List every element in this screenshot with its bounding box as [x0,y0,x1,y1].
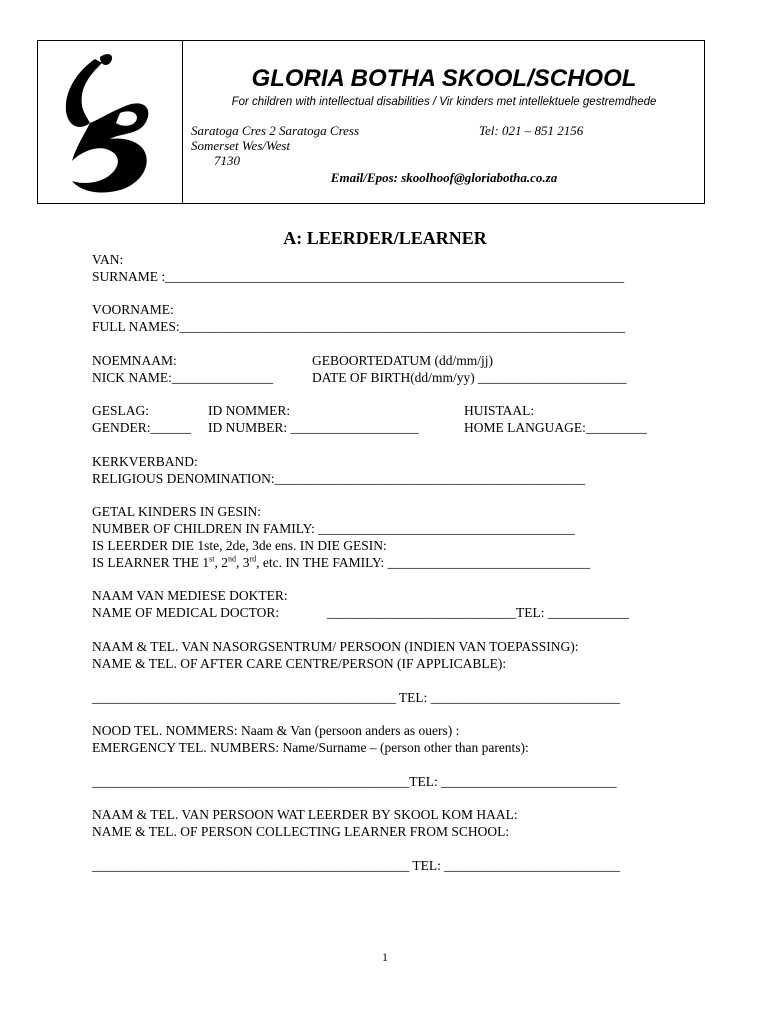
full-names-field[interactable]: FULL NAMES:__________________________________________________________________ [92,319,626,334]
after-care-field[interactable]: _____________________________________________ TEL: ____________________________ [92,690,620,705]
birth-order-prefix: IS LEARNER THE 1 [92,555,210,570]
label-geslag: GESLAG: [92,403,149,418]
medical-doctor-field[interactable]: ____________________________TEL: ____________ [327,605,629,620]
date-of-birth-field[interactable]: DATE OF BIRTH(dd/mm/yy) ______________________ [312,370,627,385]
school-name: GLORIA BOTHA SKOOL/SCHOOL [251,65,637,92]
nick-name-field[interactable]: NICK NAME:_______________ [92,370,274,385]
sup-nd: nd [227,554,236,564]
label-geboortedatum: GEBOORTEDATUM (dd/mm/jj) [312,353,494,368]
home-language-field[interactable]: HOME LANGUAGE:_________ [464,420,647,435]
label-noemnaam: NOEMNAAM: [92,353,177,368]
label-van: VAN: [92,252,124,267]
birth-order-field[interactable] [92,554,590,571]
label-naam-mediese-dokter: NAAM VAN MEDIESE DOKTER: [92,588,288,603]
label-kerkverband: KERKVERBAND: [92,454,198,469]
birth-order-sep-2: , 3 [235,555,250,570]
label-naam-persoon-haal: NAAM & TEL. VAN PERSOON WAT LEERDER BY SKOOL KOM HAAL: [92,807,518,822]
label-emergency-tel: EMERGENCY TEL. NUMBERS: Name/Surname – (person other than parents): [92,740,529,755]
label-getal-kinders: GETAL KINDERS IN GESIN: [92,504,262,519]
id-number-field[interactable]: ID NUMBER: ___________________ [208,420,419,435]
school-email: Email/Epos: skoolhoof@gloriabotha.co.za [330,170,558,185]
label-is-leerder-die: IS LEERDER DIE 1ste, 2de, 3de ens. IN DIE GESIN: [92,538,387,553]
school-logo-icon [50,49,160,199]
label-huistaal: HUISTAAL: [464,403,535,418]
collecting-person-field[interactable]: _______________________________________________ TEL: __________________________ [92,858,620,873]
label-id-nommer: ID NOMMER: [208,403,291,418]
birth-order-suffix: , etc. IN THE FAMILY: ______________________________ [256,555,591,570]
school-tagline: For children with intellectual disabilities / Vir kinders met intellektuele gestremdhede [231,96,657,108]
label-name-person-collecting: NAME & TEL. OF PERSON COLLECTING LEARNER FROM SCHOOL: [92,824,510,839]
page-number: 1 [382,950,388,964]
letterhead [37,40,705,204]
sup-rd: rd [249,554,257,564]
gender-field[interactable]: GENDER:______ [92,420,191,435]
emergency-contact-field[interactable]: _______________________________________________TEL: __________________________ [92,774,617,789]
label-voorname: VOORNAME: [92,302,174,317]
label-name-medical-doctor: NAME OF MEDICAL DOCTOR: [92,605,280,620]
label-naam-nasorg: NAAM & TEL. VAN NASORGSENTRUM/ PERSOON (INDIEN VAN TOEPASSING): [92,639,579,654]
school-telephone: Tel: 021 – 851 2156 [479,123,584,138]
birth-order-sep-1: , 2 [214,555,228,570]
section-title: A: LEERDER/LEARNER [283,228,487,248]
address-postal-code: 7130 [214,153,240,168]
religious-denomination-field[interactable]: RELIGIOUS DENOMINATION:______________________________________________ [92,471,586,486]
number-of-children-field[interactable]: NUMBER OF CHILDREN IN FAMILY: ______________________________________ [92,521,575,536]
label-name-after-care: NAME & TEL. OF AFTER CARE CENTRE/PERSON (IF APPLICABLE): [92,656,507,671]
sup-st: st [209,554,215,564]
label-nood-tel: NOOD TEL. NOMMERS: Naam & Van (persoon anders as ouers) : [92,723,460,738]
address-line-1: Saratoga Cres 2 Saratoga Cress [191,123,360,138]
logo-cell [38,41,183,203]
address-line-2: Somerset Wes/West [191,138,291,153]
surname-field[interactable]: SURNAME :____________________________________________________________________ [92,269,625,284]
